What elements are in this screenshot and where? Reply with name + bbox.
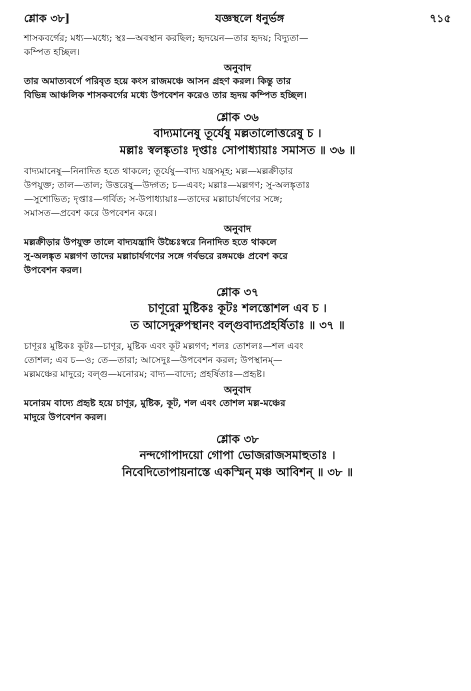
verse-line: বাদ্যমানেষু তূর্যেষু মল্লতালোত্তরেষু চ । [153, 126, 322, 140]
translation-line: মল্লক্রীড়ার উপযুক্ত তালে বাদ্যযন্ত্রাদি উচ্চৈঃস্বরে নিনাদিত হতে থাকলে [24, 237, 277, 248]
verse-line: ত আসেদুরুপস্থানং বল্গুবাদ্যপ্রহর্ষিতাঃ ॥ ৩৭ ॥ [130, 318, 345, 332]
verse-heading: শ্লোক ৩৭ [216, 285, 259, 299]
synonyms-line: কম্পিত হচ্ছিল। [24, 47, 80, 58]
translation-line: মনোরম বাদ্যে প্রহৃষ্ট হয়ে চাণূর, মুষ্টিক, কূট, শল এবং তোশল মল্ল-মঞ্চের [24, 398, 286, 409]
verse-line: নন্দগোপাদয়ো গোপা ভোজরাজসমাহুতাঃ । [139, 448, 336, 462]
synonyms-line: চাণূরঃ মুষ্টিকঃ কূটঃ—চাণূর, মুষ্টিক এবং কূট মল্লগণ; শলঃ তোশলঃ—শল এবং [24, 341, 304, 352]
verse-heading: শ্লোক ৩৮ [216, 432, 259, 446]
translation-line: মাদুরে উপবেশন করল। [24, 412, 107, 423]
verse-heading: শ্লোক ৩৬ [216, 110, 259, 124]
synonyms-line: উপযুক্ত; তাল—তাল; উত্তরেষু—উদ্গত; চ—এবং; মল্লাঃ—মল্লগণ; সু-অলঙ্কৃতাঃ [24, 180, 311, 191]
translation-line: সু-অলঙ্কৃত মল্লগণ তাদের মল্লাচার্যগণের সঙ্গে গর্বভরে রঙ্গমঞ্চে প্রবেশ করে [24, 251, 288, 262]
translation-label: অনুবাদ [224, 63, 251, 74]
synonyms-line: শাসকবর্গের; মধ্য—মধ্যে; স্থঃ—অবস্থান করছিল; হৃদয়েন—তার হৃদয়; বিদ্যুতা— [24, 33, 309, 44]
synonyms-line: —সুশোভিত; দৃপ্তাঃ—গর্বিত; স-উপাধ্যায়াঃ—তাদের মল্লাচার্যগণের সঙ্গে; [24, 194, 283, 205]
synonyms-line: তোশল; এব চ—ও; তে—তারা; আসেদুঃ—উপবেশন করল; উপস্থানম্— [24, 355, 283, 366]
header-chapter-title: যজ্ঞস্থলে ধনুর্ভঙ্গ [215, 12, 285, 25]
translation-line: উপবেশন করল। [24, 265, 82, 276]
translation-label: অনুবাদ [224, 385, 251, 396]
synonyms-line: সমাসত—প্রবেশ করে উপবেশন করে। [24, 208, 157, 219]
synonyms-line: মল্লমঞ্চের মাদুরে; বল্গু—মনোরম; বাদ্য—বাদ্যে; প্রহর্ষিতাঃ—প্রহৃষ্ট। [24, 369, 266, 380]
running-header [24, 10, 451, 32]
verse-line: মল্লাঃ স্বলঙ্কৃতাঃ দৃপ্তাঃ সোপাধ্যায়াঃ সমাসত ॥ ৩৬ ॥ [119, 143, 356, 157]
translation-line: বিভিন্ন আঞ্চলিক শাসকবর্গের মধ্যে উপবেশন করেও তার হৃদয় কম্পিত হচ্ছিল। [24, 90, 307, 101]
verse-line: চাণূরো মুষ্টিকঃ কূটঃ শলস্তোশল এব চ । [148, 301, 327, 315]
page-number: ৭১৫ [429, 12, 451, 25]
header-verse-ref: শ্লোক ৩৮] [24, 12, 70, 25]
translation-line: তার অমাত্যবর্গে পরিবৃত হয়ে কংস রাজমঞ্চে আসন গ্রহণ করল। কিন্তু তার [24, 76, 291, 87]
synonyms-line: বাদ্যমানেষু—নিনাদিত হতে থাকলে; তূর্যেষু—বাদ্য যন্ত্রসমূহ; মল্ল—মল্লক্রীড়ার [24, 166, 293, 177]
verse-line: নিবেদিতোপায়নাস্তে একস্মিন্ মঞ্চ আবিশন্ ॥ ৩৮ ॥ [122, 465, 353, 479]
translation-label: অনুবাদ [224, 224, 251, 235]
